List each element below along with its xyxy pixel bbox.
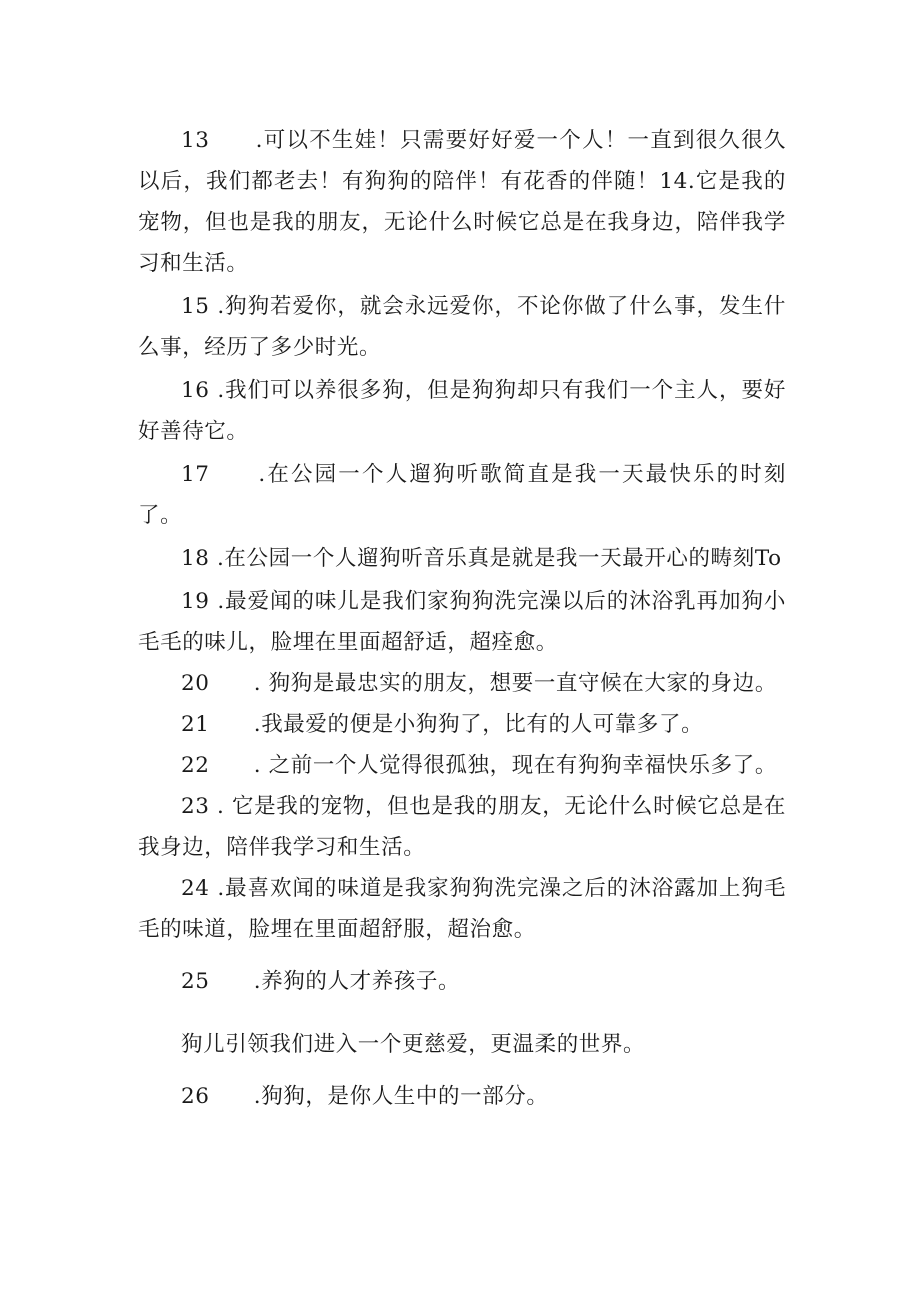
paragraph-20: 20 . 狗狗是最忠实的朋友，想要一直守候在大家的身边。 — [181, 671, 777, 696]
paragraph-13-14: 13 .可以不生娃！只需要好好爱一个人！一直到很久很久以后，我们都老去！有狗狗的陪伴！有花香的伴随！14.它是我的宠物，但也是我的朋友，无论什么时候它总是在我身边，陪伴我学习和生活。 — [138, 128, 786, 276]
paragraph-23: 23 . 它是我的宠物，但也是我的朋友，无论什么时候它总是在我身边，陪伴我学习和生活。 — [138, 794, 786, 860]
paragraph-dog-world: 狗儿引领我们进入一个更慈爱，更温柔的世界。 — [181, 1032, 646, 1057]
paragraph-19: 19 .最爱闻的味儿是我们家狗狗洗完澡以后的沐浴乳再加狗小毛毛的味儿，脸埋在里面超舒适，超痊愈。 — [138, 589, 786, 655]
paragraph-16: 16 .我们可以养很多狗，但是狗狗却只有我们一个主人，要好好善待它。 — [138, 378, 786, 444]
paragraph-25: 25 .养狗的人才养孩子。 — [181, 969, 461, 994]
document-body — [138, 120, 786, 1117]
paragraph-24: 24 .最喜欢闻的味道是我家狗狗洗完澡之后的沐浴露加上狗毛毛的味道，脸埋在里面超舒服，超治愈。 — [138, 876, 786, 942]
paragraph-22: 22 . 之前一个人觉得很孤独，现在有狗狗幸福快乐多了。 — [181, 753, 777, 778]
paragraph-21: 21 .我最爱的便是小狗狗了，比有的人可靠多了。 — [181, 712, 704, 737]
paragraph-17: 17 .在公园一个人遛狗听歌简直是我一天最快乐的时刻了。 — [138, 462, 786, 528]
paragraph-15: 15 .狗狗若爱你，就会永远爱你，不论你做了什么事，发生什么事，经历了多少时光。 — [138, 294, 786, 360]
paragraph-26: 26 .狗狗，是你人生中的一部分。 — [181, 1084, 549, 1109]
paragraph-18: 18 .在公园一个人遛狗听音乐真是就是我一天最开心的畴刻To — [181, 546, 782, 571]
